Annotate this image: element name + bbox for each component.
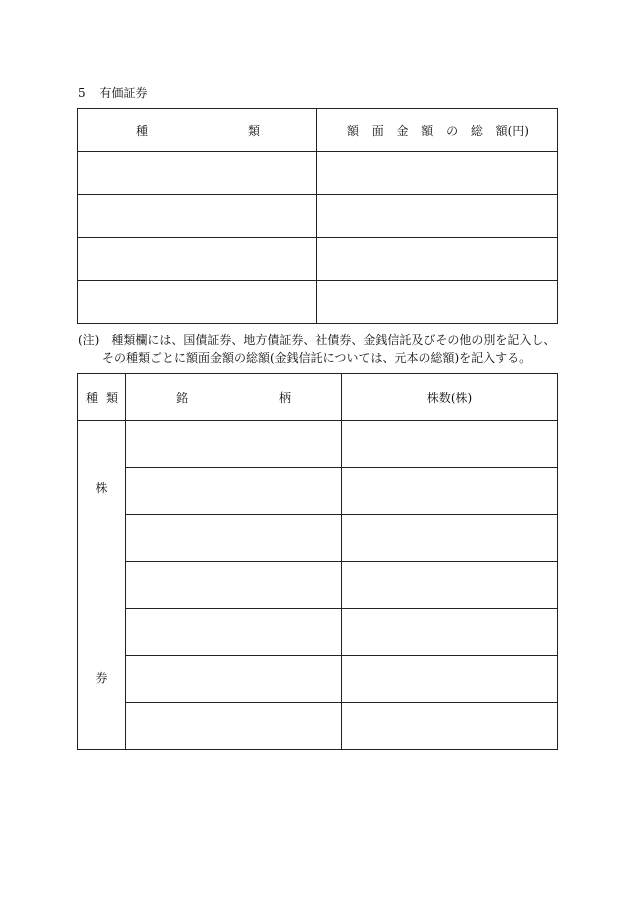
kind-cell[interactable] [78,238,317,281]
table-row [78,656,558,703]
section-number: 5 [78,86,86,100]
header-amount-char: 面 [371,123,384,138]
amount-cell[interactable] [317,238,558,281]
shares-cell[interactable] [342,562,558,609]
table-row [78,238,558,281]
table-row [78,195,558,238]
table-row [78,703,558,750]
shares-cell[interactable] [342,515,558,562]
stock-kind-label [78,421,126,750]
brand-cell[interactable] [126,468,342,515]
note-line-2: その種類ごとに額面金額の総額(金銭信託については、元本の総額)を記入する。 [102,351,532,365]
table-row [78,609,558,656]
header-kind-char: 種 [86,390,99,405]
amount-cell[interactable] [317,195,558,238]
header-kind [78,374,126,421]
shares-cell[interactable] [342,468,558,515]
header-amount-char: 額 [421,123,434,138]
header-kind [78,109,317,152]
brand-cell[interactable] [126,609,342,656]
header-kind-char: 類 [247,123,260,138]
table-row [78,468,558,515]
header-shares: 株数(株) [342,374,558,421]
shares-cell[interactable] [342,656,558,703]
header-face-amount [317,109,558,152]
brand-cell[interactable] [126,421,342,468]
header-kind-char: 種 [136,123,149,138]
kind-cell[interactable] [78,152,317,195]
header-brand [126,374,342,421]
shares-cell[interactable] [342,703,558,750]
section-title [78,84,147,101]
shares-cell[interactable] [342,609,558,656]
brand-cell[interactable] [126,703,342,750]
side-label-bottom: 券 [95,671,108,685]
table-row [78,515,558,562]
note [78,331,568,367]
header-amount-char: の [446,123,459,138]
shares-cell[interactable] [342,421,558,468]
brand-cell[interactable] [126,562,342,609]
stocks-table [77,373,558,750]
table-header-row [78,374,558,421]
brand-cell[interactable] [126,515,342,562]
header-amount-char: 総 [470,123,483,138]
brand-cell[interactable] [126,656,342,703]
header-brand-char: 柄 [278,390,291,405]
header-amount-char: 額 [347,123,360,138]
table-row [78,152,558,195]
kind-cell[interactable] [78,195,317,238]
table-row [78,562,558,609]
header-kind-char: 類 [105,390,118,405]
side-label-top: 株 [95,481,108,495]
table-header-row [78,109,558,152]
table-row [78,281,558,324]
kind-cell[interactable] [78,281,317,324]
header-brand-char: 銘 [176,390,189,405]
note-tag: (注) [78,333,100,347]
amount-cell[interactable] [317,152,558,195]
header-amount-char: 金 [396,123,409,138]
amount-cell[interactable] [317,281,558,324]
note-line-1: 種類欄には、国債証券、地方債証券、社債券、金銭信託及びその他の別を記入し、 [111,333,556,347]
table-row [78,421,558,468]
securities-table [77,108,558,324]
section-title-text: 有価証券 [99,86,148,100]
header-amount-char: 額(円) [495,123,529,138]
